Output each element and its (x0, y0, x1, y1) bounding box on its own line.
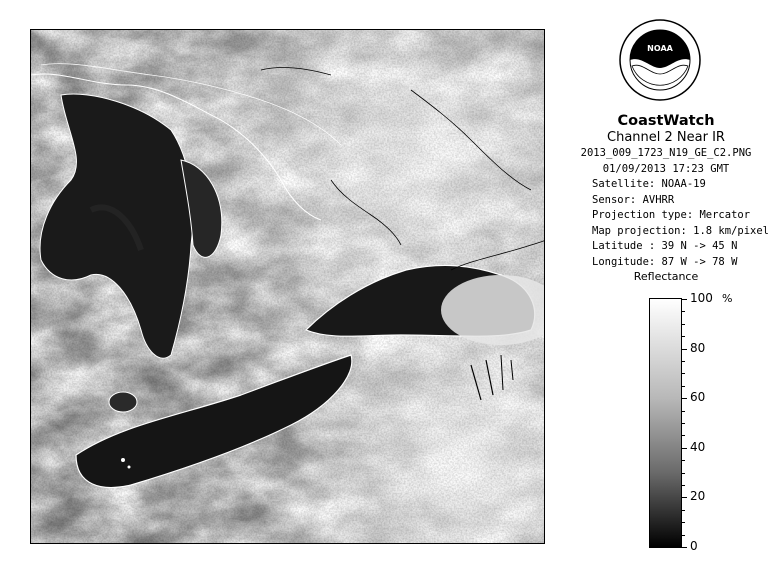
colorbar-minor-tick (682, 522, 685, 523)
colorbar-minor-tick (682, 311, 685, 312)
colorbar-minor-tick (682, 435, 685, 436)
map-image (31, 30, 545, 544)
latitude-label: Latitude : 39 N -> 45 N (592, 240, 738, 252)
colorbar-tick-label: 40 (690, 440, 706, 454)
reflectance-colorbar (649, 298, 682, 548)
colorbar-minor-tick (682, 510, 685, 511)
colorbar-minor-tick (682, 535, 685, 536)
colorbar-tick (682, 497, 687, 498)
satellite-map (30, 29, 545, 544)
colorbar-unit: % (722, 292, 733, 305)
colorbar-tick (682, 299, 687, 300)
colorbar-title: Reflectance (633, 270, 699, 283)
sensor-label: Sensor: AVHRR (592, 193, 675, 206)
colorbar-tick-label: 60 (690, 390, 706, 404)
lake-st-clair (109, 392, 137, 412)
colorbar-tick (682, 349, 687, 350)
colorbar-minor-tick (682, 423, 685, 424)
colorbar-minor-tick (682, 411, 685, 412)
colorbar-minor-tick (682, 485, 685, 486)
filename-label: 2013_009_1723_N19_GE_C2.PNG (580, 147, 752, 159)
colorbar-tick (682, 547, 687, 548)
colorbar-tick (682, 448, 687, 449)
colorbar-minor-tick (682, 336, 685, 337)
map-projection-label: Map projection: 1.8 km/pixel (592, 224, 770, 237)
channel-subtitle: Channel 2 Near IR (607, 130, 725, 145)
noaa-logo-text: NOAA (647, 44, 673, 53)
info-panel (560, 112, 772, 270)
colorbar-tick-label: 20 (690, 489, 706, 503)
noaa-logo (618, 18, 702, 102)
colorbar-minor-tick (682, 473, 685, 474)
longitude-label: Longitude: 87 W -> 78 W (592, 255, 738, 268)
colorbar-tick (682, 398, 687, 399)
colorbar-minor-tick (682, 373, 685, 374)
satellite-label: Satellite: NOAA-19 (592, 178, 706, 190)
colorbar-minor-tick (682, 460, 685, 461)
projection-type-label: Projection type: Mercator (592, 209, 751, 221)
colorbar-tick-label: 100 (690, 291, 713, 305)
datetime-label: 01/09/2013 17:23 GMT (602, 162, 730, 175)
colorbar-minor-tick (682, 324, 685, 325)
colorbar-tick-label: 80 (690, 341, 706, 355)
page-title: CoastWatch (617, 113, 715, 129)
colorbar-minor-tick (682, 361, 685, 362)
colorbar-minor-tick (682, 386, 685, 387)
colorbar-tick-label: 0 (690, 539, 698, 553)
